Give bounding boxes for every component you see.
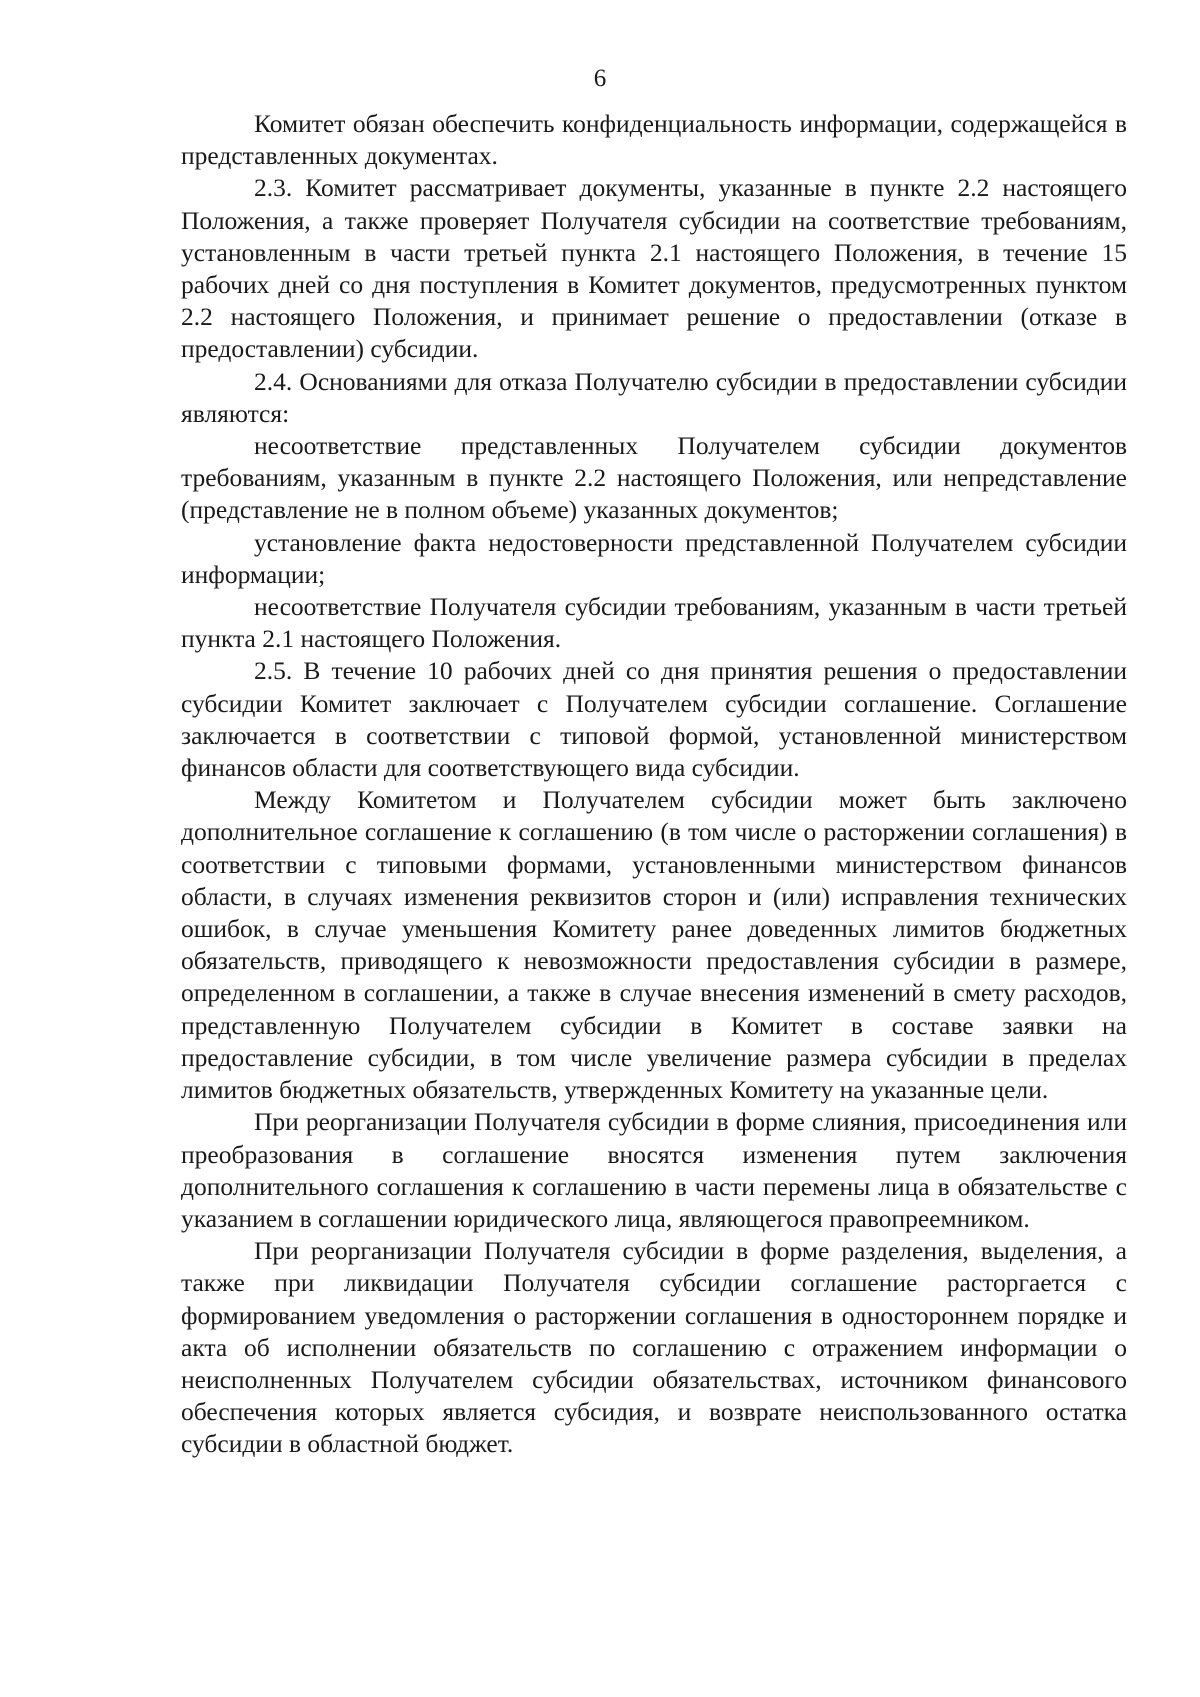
document-body xyxy=(181,108,1127,1461)
paragraph: Между Комитетом и Получателем субсидии может быть заключено дополнительное соглашение к соглашению (в том числе о расторжении соглашения) в соответствии с типовыми формами, установленными министерством финансов области, в случаях изменения реквизитов сторон и (или) исправления технических ошибок, в случае уменьшения Комитету ранее доведенных лимитов бюджетных обязательств, приводящего к невозможности предоставления субсидии в размере, определенном в соглашении, а также в случае внесения изменений в смету расходов, представленную Получателем субсидии в Комитет в составе заявки на предоставление субсидии, в том числе увеличение размера субсидии в пределах лимитов бюджетных обязательств, утвержденных Комитету на указанные цели. xyxy=(181,785,1127,1105)
paragraph: При реорганизации Получателя субсидии в форме разделения, выделения, а также при ликвидации Получателя субсидии соглашение расторгается с формированием уведомления о расторжении соглашения в одностороннем порядке и акта об исполнении обязательств по соглашению с отражением информации о неисполненных Получателем субсидии обязательствах, источником финансового обеспечения которых является субсидия, и возврате неиспользованного остатка субсидии в областной бюджет. xyxy=(181,1236,1127,1459)
paragraph: 2.3. Комитет рассматривает документы, указанные в пункте 2.2 настоящего Положения, а также проверяет Получателя субсидии на соответствие требованиям, установленным в части третьей пункта 2.1 настоящего Положения, в течение 15 рабочих дней со дня поступления в Комитет документов, предусмотренных пунктом 2.2 настоящего Положения, и принимает решение о предоставлении (отказе в предоставлении) субсидии. xyxy=(181,173,1127,364)
paragraph: несоответствие представленных Получателем субсидии документов требованиям, указанным в пункте 2.2 настоящего Положения, или непредставление (представление не в полном объеме) указанных документов; xyxy=(181,431,1127,525)
paragraph: При реорганизации Получателя субсидии в форме слияния, присоединения или преобразования в соглашение вносятся изменения путем заключения дополнительного соглашения к соглашению в части перемены лица в обязательстве с указанием в соглашении юридического лица, являющегося правопреемником. xyxy=(181,1107,1127,1233)
page-number: 6 xyxy=(593,65,607,92)
paragraph: Комитет обязан обеспечить конфиденциальность информации, содержащейся в представленных документах. xyxy=(181,109,1127,171)
paragraph: несоответствие Получателя субсидии требованиям, указанным в части третьей пункта 2.1 настоящего Положения. xyxy=(181,592,1127,654)
paragraph: установление факта недостоверности представленной Получателем субсидии информации; xyxy=(181,527,1127,589)
paragraph: 2.5. В течение 10 рабочих дней со дня принятия решения о предоставлении субсидии Комитет заключает с Получателем субсидии соглашение. Соглашение заключается в соответствии с типовой формой, установленной министерством финансов области для соответствующего вида субсидии. xyxy=(181,656,1127,783)
paragraph: 2.4. Основаниями для отказа Получателю субсидии в предоставлении субсидии являются: xyxy=(181,366,1127,428)
